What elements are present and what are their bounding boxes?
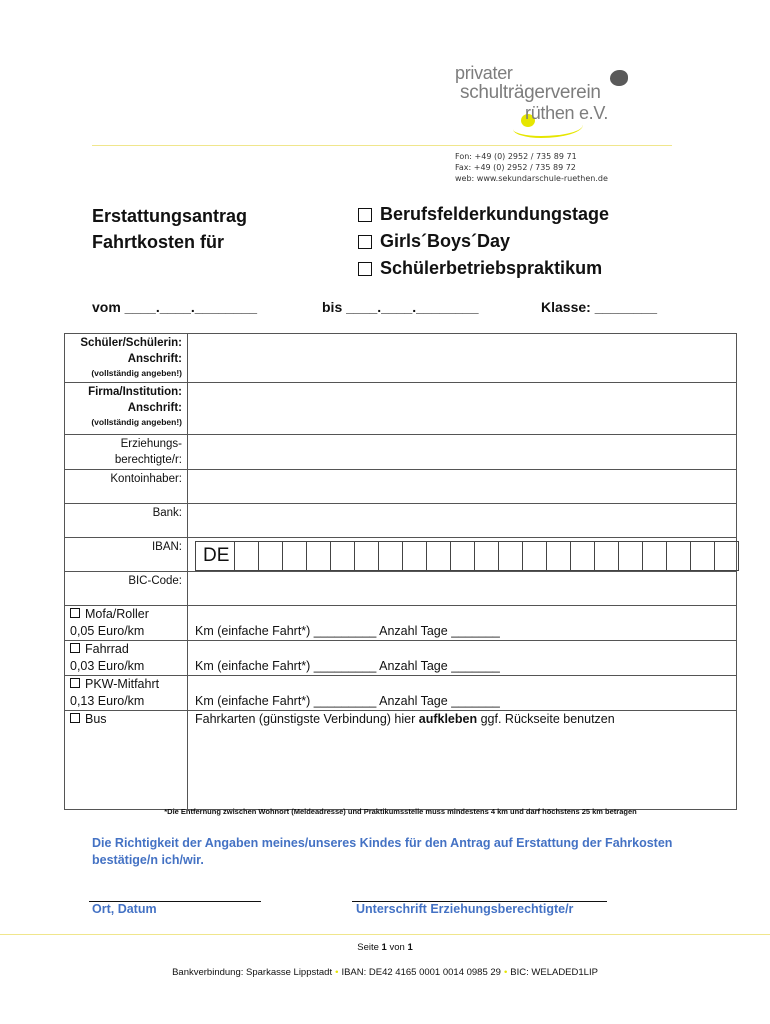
company-label-cell	[65, 383, 188, 435]
account-holder-label: Kontoinhaber:	[65, 470, 188, 504]
student-hint: (vollständig angeben!)	[91, 368, 182, 378]
iban-input-field[interactable]	[188, 538, 737, 572]
iban-digit-box[interactable]	[331, 541, 355, 571]
transport-label: Mofa/Roller	[85, 607, 149, 621]
transport-label: Fahrrad	[85, 642, 129, 656]
company-input-field[interactable]	[188, 383, 737, 435]
page-prefix: Seite	[357, 942, 379, 953]
checkbox-icon[interactable]	[70, 678, 80, 688]
bank-input-field[interactable]	[188, 504, 737, 538]
iban-digit-box[interactable]	[379, 541, 403, 571]
iban-digit-box[interactable]	[547, 541, 571, 571]
contact-fax: Fax: +49 (0) 2952 / 735 89 72	[455, 163, 576, 172]
transport-pkw-input[interactable]	[188, 676, 737, 711]
option-girls-boys-day[interactable]	[358, 228, 609, 255]
iban-digit-box[interactable]	[691, 541, 715, 571]
iban-digit-box[interactable]	[307, 541, 331, 571]
transport-km-days: Km (einfache Fahrt*) _________ Anzahl Tage _______	[195, 694, 500, 708]
class-field[interactable]: Klasse: ________	[541, 299, 657, 315]
checkbox-icon[interactable]	[70, 713, 80, 723]
iban-digit-box[interactable]	[235, 541, 259, 571]
distance-footnote: *Die Entfernung zwischen Wohnort (Meldeadresse) und Praktikumsstelle muss mindestens 4 km und darf höchstens 25 km betragen	[164, 807, 637, 816]
confirmation-text: Die Richtigkeit der Angaben meines/unseres Kindes für den Antrag auf Erstattung der Fahrkosten bestätige/n ich/wir.	[92, 836, 673, 867]
document-title	[92, 203, 247, 255]
iban-digit-box[interactable]	[427, 541, 451, 571]
separator-dot-icon: •	[335, 967, 339, 978]
logo-text-line3: rüthen e.V.	[525, 103, 609, 123]
guardian-input-field[interactable]	[188, 435, 737, 470]
place-date-label: Ort, Datum	[92, 902, 157, 916]
iban-digit-box[interactable]	[667, 541, 691, 571]
transport-pkw-cell[interactable]	[65, 676, 188, 711]
guardian-label-line2: berechtigte/r:	[114, 454, 182, 466]
checkbox-icon[interactable]	[358, 262, 372, 276]
option-label: Schülerbetriebspraktikum	[380, 258, 603, 278]
header-divider	[92, 145, 672, 146]
iban-digit-box[interactable]	[643, 541, 667, 571]
transport-rate: 0,03 Euro/km	[70, 659, 145, 673]
date-from-field[interactable]: vom ____.____.________	[92, 299, 258, 315]
bank-iban: IBAN: DE42 4165 0001 0014 0985 29	[341, 967, 501, 978]
iban-digit-box[interactable]	[403, 541, 427, 571]
contact-block	[455, 151, 608, 184]
bank-label: Bank:	[65, 504, 188, 538]
student-label-cell	[65, 334, 188, 383]
transport-km-days: Km (einfache Fahrt*) _________ Anzahl Tage _______	[195, 659, 500, 673]
transport-fahrrad-cell[interactable]	[65, 641, 188, 676]
iban-digit-box[interactable]	[451, 541, 475, 571]
guardian-label-cell	[65, 435, 188, 470]
option-berufsfelderkundung[interactable]	[358, 201, 609, 228]
iban-digit-box[interactable]	[523, 541, 547, 571]
student-address-label: Anschrift:	[127, 353, 182, 365]
iban-boxes	[195, 541, 739, 571]
company-hint: (vollständig angeben!)	[91, 417, 182, 427]
checkbox-icon[interactable]	[70, 608, 80, 618]
logo-text-line1: privater	[455, 63, 513, 83]
iban-digit-box[interactable]	[571, 541, 595, 571]
iban-digit-box[interactable]	[259, 541, 283, 571]
checkbox-icon[interactable]	[70, 643, 80, 653]
guardian-label-line1: Erziehungs-	[120, 438, 182, 450]
iban-digit-box[interactable]	[475, 541, 499, 571]
page-current: 1	[381, 942, 387, 953]
checkbox-icon[interactable]	[358, 208, 372, 222]
iban-digit-box[interactable]	[715, 541, 739, 571]
application-form-table	[64, 333, 737, 810]
option-label: Berufsfelderkundungstage	[380, 204, 610, 224]
bank-bic: BIC: WELADED1LIP	[510, 967, 598, 978]
company-label: Firma/Institution:	[88, 386, 182, 398]
guardian-signature-label: Unterschrift Erziehungsberechtigte/r	[356, 902, 574, 916]
page-number	[0, 942, 770, 953]
ticket-attach-area[interactable]	[188, 711, 737, 810]
contact-web: web: www.sekundarschule-ruethen.de	[455, 174, 608, 183]
program-options	[358, 201, 609, 282]
iban-digit-box[interactable]	[499, 541, 523, 571]
contact-phone: Fon: +49 (0) 2952 / 735 89 71	[455, 152, 577, 161]
transport-mofa-input[interactable]	[188, 606, 737, 641]
transport-mofa-cell[interactable]	[65, 606, 188, 641]
checkbox-icon[interactable]	[358, 235, 372, 249]
iban-label: IBAN:	[65, 538, 188, 572]
title-line1: Erstattungsantrag	[92, 206, 248, 226]
bic-label: BIC-Code:	[65, 572, 188, 606]
footer-divider	[0, 934, 770, 935]
date-to-field[interactable]: bis ____.____.________	[322, 299, 479, 315]
transport-rate: 0,13 Euro/km	[70, 694, 145, 708]
bus-text-before: Fahrkarten (günstigste Verbindung) hier	[195, 712, 416, 726]
transport-fahrrad-input[interactable]	[188, 641, 737, 676]
student-label: Schüler/Schülerin:	[80, 337, 182, 349]
company-address-label: Anschrift:	[127, 402, 182, 414]
transport-rate: 0,05 Euro/km	[70, 624, 145, 638]
transport-label: PKW-Mitfahrt	[85, 677, 160, 691]
iban-digit-box[interactable]	[283, 541, 307, 571]
student-input-field[interactable]	[188, 334, 737, 383]
bank-name: Bankverbindung: Sparkasse Lippstadt	[172, 967, 333, 978]
title-line2: Fahrtkosten für	[92, 232, 225, 252]
bic-input-field[interactable]	[188, 572, 737, 606]
transport-km-days: Km (einfache Fahrt*) _________ Anzahl Tage _______	[195, 624, 500, 638]
iban-digit-box[interactable]	[595, 541, 619, 571]
option-betriebspraktikum[interactable]	[358, 255, 609, 282]
page-of: von	[389, 942, 405, 953]
account-holder-input-field[interactable]	[188, 470, 737, 504]
transport-label: Bus	[85, 712, 107, 726]
page-total: 1	[407, 942, 413, 953]
bank-details	[0, 967, 770, 978]
bus-text-bold: aufkleben	[418, 712, 478, 726]
logo-text-line2: schulträgerverein	[460, 82, 601, 103]
bus-text-after: ggf. Rückseite benutzen	[480, 712, 615, 726]
iban-digit-box[interactable]	[355, 541, 379, 571]
logo-dark-dot-icon	[610, 70, 628, 86]
organization-logo	[455, 64, 655, 144]
option-label: Girls´Boys´Day	[380, 231, 511, 251]
iban-country-prefix: DE	[195, 541, 235, 571]
separator-dot-icon: •	[503, 967, 508, 978]
transport-bus-cell[interactable]	[65, 711, 188, 810]
iban-digit-box[interactable]	[619, 541, 643, 571]
